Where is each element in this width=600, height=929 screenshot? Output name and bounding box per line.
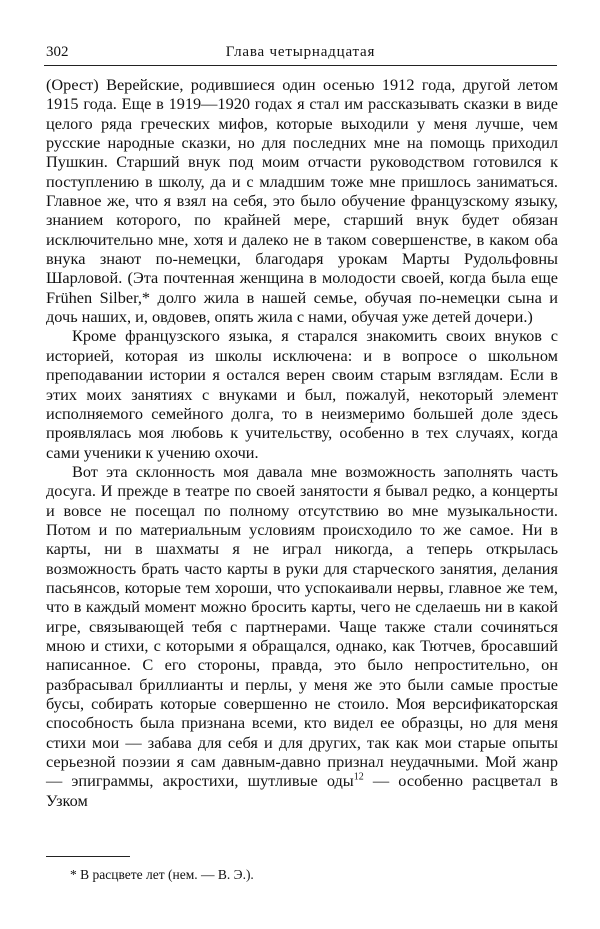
page-header — [44, 42, 557, 66]
paragraph-3-text: Вот эта склонность моя давала мне возможность заполнять часть досуга. И прежде в театре по своей занятости я бывал редко, а концерты и вовсе не посещал по полному отсутствию во мне музыкальности. Потом и по материальным условиям происходило то же самое. Ни в карты, ни в шахматы я не играл никогда, а теперь открылась возможность брать часто карты в руки для старческого занятия, делания пасьянсов, которые тем хороши, что успокаивали нервы, главное же тем, что в каждый момент можно бросить карты, чего не сделаешь ни в какой игре, связывающей тебя с партнерами. Чаще также стали сочиняться мною и стихи, с которыми я обращался, однако, как Тютчев, бросавший написанное. С его стороны, правда, это было непростительно, он разбрасывал бриллианты и перлы, у меня же это были самые простые бусы, собирать которые совершенно не стоило. Моя версификаторская способность была признана всеми, кто видел ее образцы, но для меня стихи мои — забава для себя и для других, так как мои старые опыты серьезной поэзии я сам давным-давно признал неудачными. Мой жанр — эпиграммы, акростихи, шутливые оды — [46, 461, 558, 791]
running-title: Глава четырнадцатая — [225, 44, 376, 60]
body-text — [46, 75, 558, 810]
endnote-ref-12: 12 — [353, 771, 364, 783]
paragraph-3-tail: — особенно расцветал в Узком — [46, 771, 558, 810]
page-number: 302 — [46, 44, 69, 60]
paragraph-2: Кроме французского языка, я старался знакомить своих внуков с историей, которая из школы исключена: и в вопросе о школьном преподавании истории я остался верен своим старым взглядам. Если в этих моих занятиях с внуками и был, пожалуй, некоторый элемент исполняемого семейного долга, то в неизмеримо большей доле здесь проявлялась моя любовь к учительству, особенно в тех случаях, когда сами ученики к учению охочи. — [46, 326, 558, 462]
paragraph-1: (Орест) Верейские, родившиеся один осенью 1912 года, другой летом 1915 года. Еще в 1919—1920 годах я стал им рассказывать сказки в виде целого ряда греческих мифов, которые выходили у меня лучше, чем русские народные сказки, но для последних мне на помощь приходил Пушкин. Старший внук под моим отчасти руководством готовился к поступлению в школу, да и с младшим тоже мне пришлось заниматься. Главное же, что я взял на себя, это было обучение французскому языку, знанием которого, по крайней мере, старший внук будет обязан исключительно мне, хотя и далеко не в таком совершенстве, в каком оба внука знают по-немецки, благодаря урокам Марты Рудольфовны Шарловой. (Эта почтенная женщина в молодости своей, когда была еще Frühen Silber,* долго жила в нашей семье, обучая по-немецки сына и дочь наших, и, овдовев, опять жила с нами, обучая уже детей дочери.) — [46, 75, 558, 327]
header-rule — [44, 65, 557, 66]
footnote-rule — [46, 856, 130, 857]
footnote: * В расцвете лет (нем. — В. Э.). — [70, 867, 254, 882]
paragraph-3 — [46, 462, 558, 810]
